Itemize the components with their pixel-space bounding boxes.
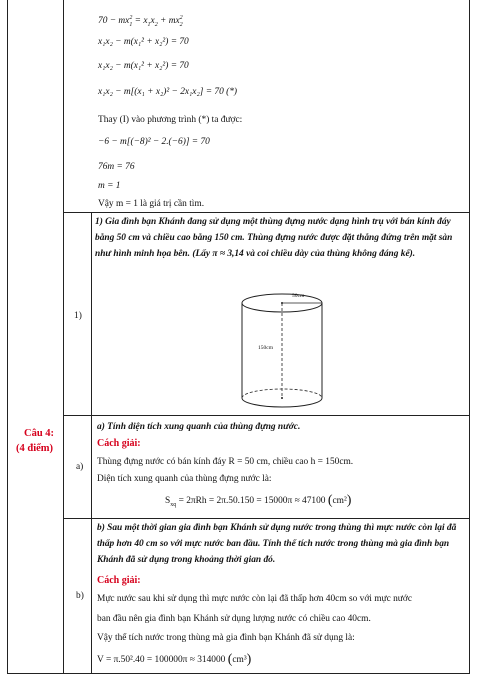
height-label: 150cm [258,345,273,351]
formula-symbol: S [165,496,171,506]
equation-line-1: $70 - mx_1^2 = x_1x_2 + mx_2^2$ [98,15,183,28]
part-b-line-3: Vậy thể tích nước trong thùng mà gia đình bạn Khánh đã sử dụng là: [97,633,355,643]
substitution-text: Thay (I) vào phương trình (*) ta được: [98,115,243,125]
row-divider-1 [63,212,470,213]
question-label: Câu 4: [24,428,55,439]
part-b-solution-title: Cách giải: [97,575,141,586]
answer-table [7,0,470,674]
equation-line-7: m = 1 [98,181,121,191]
part-b-label: b) [76,591,84,601]
equation-line-2: x₁x₂ − m(x₁² + x₂²) = 70 [98,37,189,47]
formula-unit: cm² [332,496,347,506]
part-b-line-2: ban đầu nên gia đình bạn Khánh sử dụng lượng nước có chiều cao 40cm. [97,614,371,624]
part-a-formula: $S_{xq} = 2\pi Rh = 2\pi.50.150 = 15000\pi \approx 47100$ (cm²) [165,493,352,508]
row-divider-3 [63,518,470,519]
formula-unit: cm³ [232,655,247,665]
part-b-line-1: Mực nước sau khi sử dụng thì mực nước còn lại đã thấp hơn 40cm so với mực nước [97,594,412,604]
column-divider-2 [91,212,92,674]
part-1-label: 1) [74,311,82,321]
formula-body: = 2πRh = 2π.50.150 = 15000π ≈ 47100 [176,496,326,506]
part-b-question: b) Sau một thời gian gia đình bạn Khánh sử dụng nước trong thùng thì mực nước còn lại đã thấp hơn 40 cm so với mực nước ban đầu. Tính thể tích nước trong thùng mà gia đình bạn Khánh đã sử dụng trong khoảng thời gian đó. [97,523,457,565]
part-1-problem-text: 1) Gia đình bạn Khánh đang sử dụng một thùng đựng nước dạng hình trụ với bán kính đáy bằng 50 cm và chiều cao bằng 150 cm. Thùng đựng nước được đặt thẳng đứng trên mặt sàn như hình minh họa bên. (Lấy π ≈ 3,14 và coi chiều dày của thùng không đáng kể). [95,217,453,259]
equation-line-5: −6 − m[(−8)² − 2.(−6)] = 70 [98,137,210,147]
formula-subscript: xq [170,501,177,508]
conclusion-text: Vậy m = 1 là giá trị cần tìm. [98,199,205,209]
part-b-formula: V = π.50².40 = 100000π ≈ 314000 (cm³) [97,652,252,667]
part-a-question: a) Tính diện tích xung quanh của thùng đựng nước. [97,422,301,432]
row-divider-2 [63,415,470,416]
formula-body: V = π.50².40 = 100000π ≈ 314000 [97,655,226,665]
radius-label: 50cm [292,293,305,299]
part-a-line-1: Thùng đựng nước có bán kính đáy R = 50 cm, chiều cao h = 150cm. [97,457,354,467]
part-a-line-2: Diện tích xung quanh của thùng đựng nước là: [97,474,272,484]
equation-line-3: x₁x₂ − m(x₁² + x₂²) = 70 [98,61,189,71]
cylinder-figure [240,292,325,410]
equation-line-6: 76m = 76 [98,162,135,172]
question-points: (4 điểm) [16,443,54,454]
part-a-label: a) [76,462,84,472]
equation-line-4: x₁x₂ − m[(x₁ + x₂)² − 2x₁x₂] = 70 (*) [98,87,238,97]
part-a-solution-title: Cách giải: [97,438,141,449]
column-divider-1 [63,0,64,674]
